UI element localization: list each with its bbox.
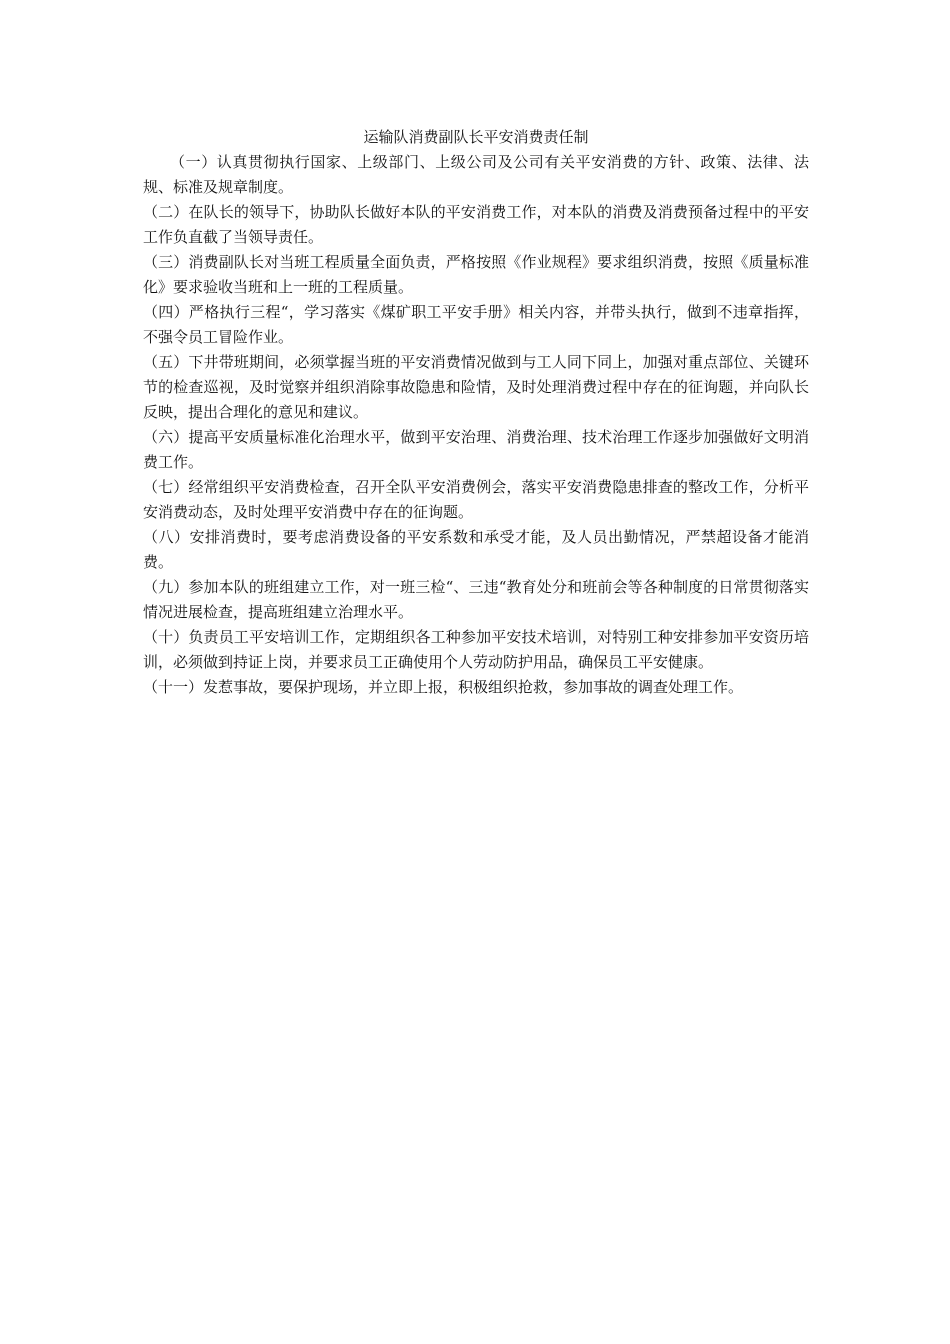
clause-6: （六）提高平安质量标准化治理水平，做到平安治理、消费治理、技术治理工作逐步加强做好文明消费工作。: [143, 428, 809, 471]
clause-1: （一）认真贯彻执行国家、上级部门、上级公司及公司有关平安消费的方针、政策、法律、法规、标准及规章制度。: [143, 153, 809, 196]
clause-4: （四）严格执行三程“，学习落实《煤矿职工平安手册》相关内容，并带头执行，做到不违章指挥，不强令员工冒险作业。: [143, 303, 809, 346]
clause-5: （五）下井带班期间，必须掌握当班的平安消费情况做到与工人同下同上，加强对重点部位、关键环节的检查巡视，及时觉察并组织消除事故隐患和险情，及时处理消费过程中存在的征询题，并向队长反映，提出合理化的意见和建议。: [143, 353, 809, 421]
clause-11: （十一）发惹事故，要保护现场，并立即上报，积极组织抢救，参加事故的调查处理工作。: [143, 678, 744, 696]
clause-7: （七）经常组织平安消费检查，召开全队平安消费例会，落实平安消费隐患排查的整改工作，分析平安消费动态，及时处理平安消费中存在的征询题。: [143, 478, 809, 521]
clause-10: （十）负责员工平安培训工作，定期组织各工种参加平安技术培训，对特别工种安排参加平安资历培训，必须做到持证上岗，并要求员工正确使用个人劳动防护用品，确保员工平安健康。: [143, 628, 809, 671]
clause-3: （三）消费副队长对当班工程质量全面负责，严格按照《作业规程》要求组织消费，按照《质量标准化》要求验收当班和上一班的工程质量。: [143, 253, 809, 296]
clause-9: （九）参加本队的班组建立工作，对一班三检“、三违“教育处分和班前会等各种制度的日常贯彻落实情况进展检查，提高班组建立治理水平。: [143, 578, 809, 621]
document-title: 运输队消费副队长平安消费责任制: [363, 128, 589, 146]
clause-2: （二）在队长的领导下，协助队长做好本队的平安消费工作，对本队的消费及消费预备过程中的平安工作负直截了当领导责任。: [143, 203, 809, 246]
clause-8: （八）安排消费时，要考虑消费设备的平安系数和承受才能，及人员出勤情况，严禁超设备才能消费。: [143, 528, 809, 571]
document-body: [143, 125, 809, 700]
